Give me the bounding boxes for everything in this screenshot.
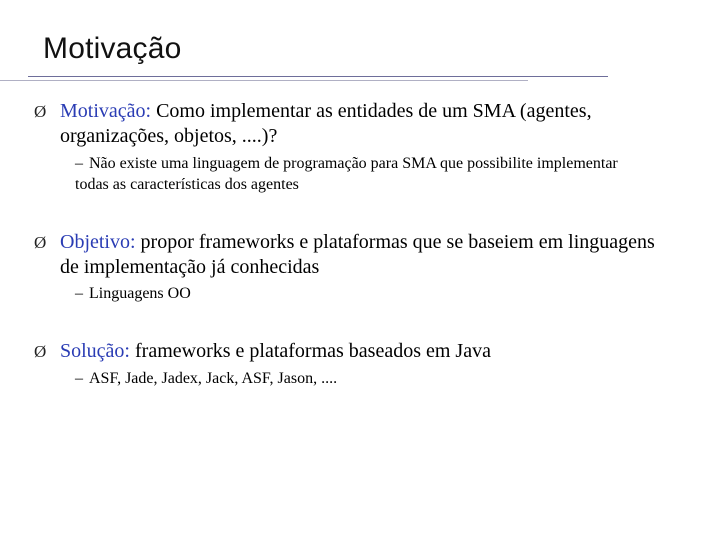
bullet-keyword: Objetivo:: [60, 231, 136, 253]
title-rule: [28, 76, 608, 77]
sub-bullet-text: ASF, Jade, Jadex, Jack, ASF, Jason, ....: [89, 370, 338, 387]
bullet-keyword: Motivação:: [60, 100, 152, 122]
sub-bullet: [75, 153, 655, 195]
dash-icon: –: [75, 155, 83, 172]
bullet-body: Como implementar as entidades de um SMA (agentes, organizações, objetos, ....)?: [60, 100, 592, 147]
dash-icon: –: [75, 370, 83, 387]
slide-title: Motivação: [43, 32, 182, 65]
sub-bullet-text: Linguagens OO: [89, 285, 191, 302]
sub-bullet: [75, 368, 655, 389]
bullet-arrow-icon: Ø: [34, 342, 47, 361]
bullet-text-solucao: [60, 339, 670, 364]
bullet-arrow-icon: Ø: [34, 102, 47, 121]
dash-icon: –: [75, 285, 83, 302]
title-rule-secondary: [0, 80, 528, 81]
sub-bullet-text: Não existe uma linguagem de programação para SMA que possibilite implementar todas as características dos agentes: [75, 155, 618, 193]
sub-bullet: [75, 283, 655, 304]
bullet-text-objetivo: [60, 230, 670, 280]
bullet-arrow-icon: Ø: [34, 233, 47, 252]
bullet-body: propor frameworks e plataformas que se baseiem em linguagens de implementação já conhecidas: [60, 231, 655, 278]
bullet-body: frameworks e plataformas baseados em Java: [130, 340, 491, 362]
bullet-text-motivacao: [60, 99, 670, 149]
bullet-keyword: Solução:: [60, 340, 130, 362]
